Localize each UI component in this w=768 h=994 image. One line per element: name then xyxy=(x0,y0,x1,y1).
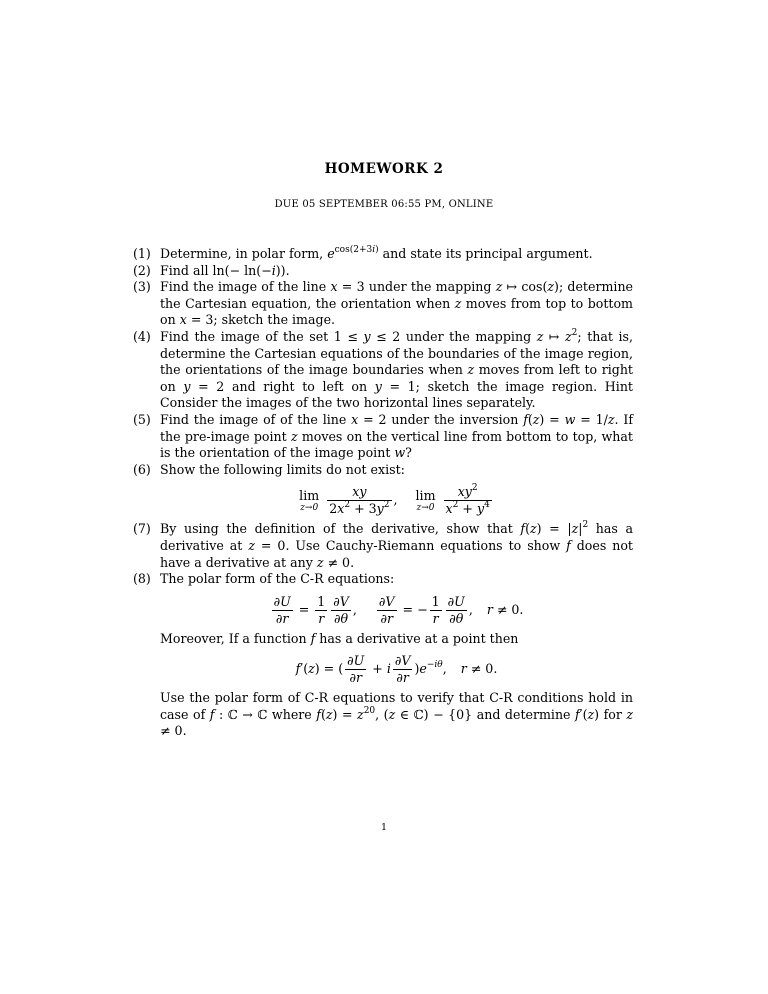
problem-7 xyxy=(133,521,633,571)
problem-1 xyxy=(133,246,633,263)
cr-equations-display: $\frac{\partial U}{\partial r}$ = $\frac{1}{r}$ $\frac{\partial V}{\partial\theta}$ , $\frac{\partial V}{\partial r}$ = − $\frac{1}{r}$ $\frac{\partial U}{\partial\theta}$ , r ≠ 0. xyxy=(273,593,524,626)
problem-list xyxy=(133,246,633,740)
problem-3 xyxy=(133,279,633,329)
problem-text: Find all ln(− ln(−i)). xyxy=(160,262,290,278)
use-text: Use the polar form of C-R equations to verify that C-R conditions hold in case of f : ℂ → ℂ where $f(z) = z^{20}$, (z ∈ ℂ) − {0} and determine f′(z) for z ≠ 0. xyxy=(160,690,634,739)
problem-5 xyxy=(133,412,633,462)
derivative-display: f′(z) = ( $\frac{\partial U}{\partial r}$ + i $\frac{\partial V}{\partial r}$ )$e^{-i\theta}$, r ≠ 0. xyxy=(295,653,498,686)
problem-4 xyxy=(133,329,633,412)
problem-text: The polar form of the C-R equations: xyxy=(160,571,395,587)
problem-number: (2) xyxy=(133,262,151,278)
problem-8 xyxy=(133,571,633,740)
problem-text: Determine, in polar form, $e^{cos(2+3i)}$ and state its principal argument. xyxy=(160,244,593,261)
limits-display: lim z→0 $\frac{xy}{2x^2 + 3y^2}$ , lim z→0 $\frac{xy^2}{x^2 + y^4}$ xyxy=(299,483,490,517)
problem-number: (1) xyxy=(133,246,151,261)
page-number: 1 xyxy=(380,822,388,833)
problem-text: Find the image of the line x = 3 under the mapping z ↦ cos(z); determine the Cartesian equation, the orientation when z moves from top to bottom on x = 3; sketch the image. xyxy=(160,279,634,328)
due-line: DUE 05 SEPTEMBER 06:55 PM, ONLINE xyxy=(274,199,494,210)
problem-number: (6) xyxy=(133,461,151,477)
problem-6 xyxy=(133,462,633,518)
problem-number: (8) xyxy=(133,571,151,587)
problem-text: By using the definition of the derivative, show that $f(z) = |z|^2$ has a derivative at z = 0. Use Cauchy-Riemann equations to show f does not have a derivative at any z ≠ 0. xyxy=(160,520,633,570)
problem-number: (5) xyxy=(133,411,151,427)
problem-text: Find the image of of the line x = 2 under the inversion f(z) = w = 1/z. If the pre-image point z moves on the vertical line from bottom to top, what is the orientation of the image point w? xyxy=(160,411,633,461)
problem-text: Find the image of the set 1 ≤ y ≤ 2 under the mapping z ↦ $z^2$; that is, determine the Cartesian equations of the boundaries of the image region, the orientations of the image boundaries when z moves from left to right on y = 2 and right to left on y = 1; sketch the image region. Hint Consider the images of the two horizontal lines separately. xyxy=(160,327,633,411)
problem-text: Show the following limits do not exist: xyxy=(160,461,405,477)
problem-number: (3) xyxy=(133,279,151,295)
problem-2 xyxy=(133,263,633,280)
document-title: HOMEWORK 2 xyxy=(324,161,444,177)
problem-number: (4) xyxy=(133,328,151,344)
problem-number: (7) xyxy=(133,521,151,537)
moreover-text: Moreover, If a function f has a derivative at a point then xyxy=(160,630,519,646)
